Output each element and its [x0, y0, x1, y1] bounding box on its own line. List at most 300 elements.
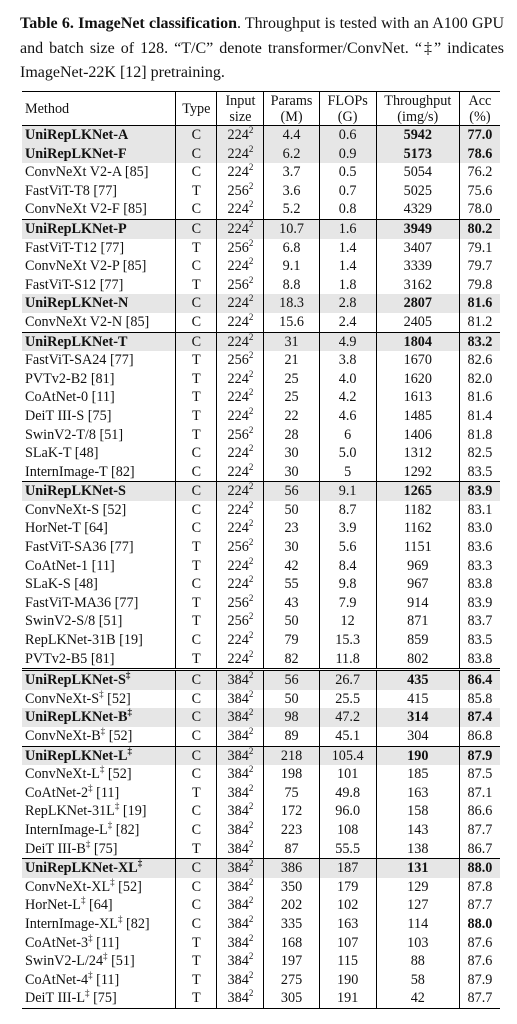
cell-acc: 79.8	[459, 276, 500, 295]
cell-flops: 190	[319, 971, 376, 990]
header-type: Type	[176, 92, 217, 126]
cell-input-size: $224^2$	[217, 463, 264, 482]
table-row	[22, 859, 500, 878]
cell-params: 30	[264, 444, 319, 463]
cell-input-size: $224^2$	[217, 575, 264, 594]
table-caption	[20, 12, 504, 86]
cell-throughput: 1312	[376, 444, 459, 463]
cell-method: HorNet-L‡ [64]	[25, 895, 113, 914]
cell-method: InternImage-L‡ [82]	[25, 819, 140, 838]
cell-method: DeiT III-S [75]	[25, 407, 112, 424]
cell-method: RepLKNet-31L‡ [19]	[25, 801, 147, 820]
cell-throughput: 131	[376, 859, 459, 878]
table-row	[22, 444, 500, 463]
cell-type: C	[176, 200, 217, 219]
cell-acc: 87.9	[459, 746, 500, 765]
cell-params: 87	[264, 840, 319, 859]
table-row	[22, 370, 500, 389]
table-row	[22, 989, 500, 1008]
cell-acc: 87.5	[459, 765, 500, 784]
cell-throughput: 138	[376, 840, 459, 859]
cell-method: ConvNeXt V2-P [85]	[25, 258, 147, 275]
cell-flops: 2.8	[319, 294, 376, 313]
cell-flops: 107	[319, 934, 376, 953]
cell-type: T	[176, 952, 217, 971]
cell-params: 6.2	[264, 145, 319, 164]
cell-type: C	[176, 126, 217, 145]
cell-params: 4.4	[264, 126, 319, 145]
cell-method: InternImage-T [82]	[25, 463, 135, 480]
cell-input-size: $224^2$	[217, 200, 264, 219]
table-row	[22, 294, 500, 313]
cell-throughput: 129	[376, 878, 459, 897]
cell-flops: 45.1	[319, 727, 376, 746]
header-throughput: Throughput (img/s)	[376, 92, 459, 126]
cell-flops: 5	[319, 463, 376, 482]
cell-params: 9.1	[264, 257, 319, 276]
cell-flops: 115	[319, 952, 376, 971]
cell-type: C	[176, 257, 217, 276]
cell-type: T	[176, 557, 217, 576]
cell-method: CoAtNet-1 [11]	[25, 557, 115, 574]
cell-params: 5.2	[264, 200, 319, 219]
cell-method: PVTv2-B2 [81]	[25, 370, 115, 387]
cell-throughput: 914	[376, 594, 459, 613]
cell-throughput: 1265	[376, 482, 459, 501]
cell-input-size: $224^2$	[217, 388, 264, 407]
cell-acc: 77.0	[459, 126, 500, 145]
table-row	[22, 765, 500, 784]
cell-type: C	[176, 145, 217, 164]
table-row	[22, 426, 500, 445]
cell-params: 350	[264, 878, 319, 897]
cell-type: T	[176, 370, 217, 389]
header-flops: FLOPs (G)	[319, 92, 376, 126]
cell-type: T	[176, 594, 217, 613]
table-row	[22, 690, 500, 709]
cell-params: 305	[264, 989, 319, 1008]
cell-acc: 88.0	[459, 915, 500, 934]
cell-params: 56	[264, 670, 319, 690]
table-row	[22, 727, 500, 746]
cell-flops: 25.5	[319, 690, 376, 709]
cell-method: SwinV2-S/8 [51]	[25, 613, 123, 630]
cell-method: FastViT-S12 [77]	[25, 276, 124, 293]
cell-input-size: $384^2$	[217, 859, 264, 878]
cell-params: 3.7	[264, 163, 319, 182]
cell-type: C	[176, 501, 217, 520]
cell-method: FastViT-T12 [77]	[25, 239, 125, 256]
table-row	[22, 163, 500, 182]
cell-method: ConvNeXt-S [52]	[25, 501, 127, 518]
table-row	[22, 784, 500, 803]
cell-flops: 47.2	[319, 708, 376, 727]
cell-type: T	[176, 989, 217, 1008]
cell-acc: 87.8	[459, 878, 500, 897]
cell-params: 50	[264, 501, 319, 520]
cell-input-size: $224^2$	[217, 257, 264, 276]
cell-params: 25	[264, 370, 319, 389]
cell-flops: 11.8	[319, 650, 376, 670]
cell-params: 28	[264, 426, 319, 445]
cell-type: T	[176, 650, 217, 670]
cell-input-size: $224^2$	[217, 145, 264, 164]
cell-throughput: 5173	[376, 145, 459, 164]
cell-acc: 83.5	[459, 463, 500, 482]
cell-acc: 78.0	[459, 200, 500, 219]
cell-input-size: $224^2$	[217, 444, 264, 463]
cell-flops: 0.6	[319, 126, 376, 145]
cell-acc: 82.0	[459, 370, 500, 389]
cell-flops: 3.8	[319, 351, 376, 370]
table-row	[22, 219, 500, 238]
cell-flops: 1.6	[319, 219, 376, 238]
cell-input-size: $224^2$	[217, 313, 264, 332]
cell-method: HorNet-T [64]	[25, 520, 108, 537]
table-row	[22, 802, 500, 821]
cell-type: T	[176, 407, 217, 426]
cell-input-size: $224^2$	[217, 332, 264, 351]
cell-acc: 76.2	[459, 163, 500, 182]
cell-acc: 75.6	[459, 182, 500, 201]
cell-method: UniRepLKNet-A	[22, 126, 176, 145]
cell-throughput: 127	[376, 896, 459, 915]
cell-params: 6.8	[264, 239, 319, 258]
table-row	[22, 332, 500, 351]
cell-params: 75	[264, 784, 319, 803]
cell-flops: 105.4	[319, 746, 376, 765]
cell-throughput: 1485	[376, 407, 459, 426]
cell-params: 82	[264, 650, 319, 670]
cell-params: 218	[264, 746, 319, 765]
cell-acc: 83.6	[459, 538, 500, 557]
cell-method: SLaK-T [48]	[25, 445, 99, 462]
cell-flops: 5.0	[319, 444, 376, 463]
cell-acc: 83.7	[459, 612, 500, 631]
cell-input-size: $256^2$	[217, 182, 264, 201]
cell-params: 56	[264, 482, 319, 501]
cell-method: UniRepLKNet-S	[22, 482, 176, 501]
cell-throughput: 1292	[376, 463, 459, 482]
cell-method: SLaK-S [48]	[25, 576, 98, 593]
cell-params: 172	[264, 802, 319, 821]
cell-acc: 81.6	[459, 388, 500, 407]
cell-acc: 82.6	[459, 351, 500, 370]
cell-flops: 0.9	[319, 145, 376, 164]
table-row	[22, 746, 500, 765]
cell-input-size: $256^2$	[217, 612, 264, 631]
cell-acc: 82.5	[459, 444, 500, 463]
cell-method: CoAtNet-2‡ [11]	[25, 782, 120, 801]
cell-method: ConvNeXt V2-A [85]	[25, 164, 149, 181]
header-input: Input size	[217, 92, 264, 126]
table-row	[22, 145, 500, 164]
cell-throughput: 871	[376, 612, 459, 631]
cell-input-size: $224^2$	[217, 519, 264, 538]
table-row	[22, 934, 500, 953]
cell-throughput: 114	[376, 915, 459, 934]
cell-type: C	[176, 878, 217, 897]
cell-type: T	[176, 971, 217, 990]
cell-throughput: 1670	[376, 351, 459, 370]
cell-params: 223	[264, 821, 319, 840]
cell-input-size: $384^2$	[217, 708, 264, 727]
table-row	[22, 351, 500, 370]
table-row	[22, 670, 500, 690]
table-row	[22, 407, 500, 426]
cell-type: C	[176, 821, 217, 840]
cell-input-size: $384^2$	[217, 915, 264, 934]
cell-throughput: 314	[376, 708, 459, 727]
cell-input-size: $224^2$	[217, 219, 264, 238]
cell-acc: 86.7	[459, 840, 500, 859]
cell-throughput: 5942	[376, 126, 459, 145]
cell-type: C	[176, 896, 217, 915]
cell-input-size: $224^2$	[217, 407, 264, 426]
cell-flops: 9.8	[319, 575, 376, 594]
cell-method: RepLKNet-31B [19]	[25, 632, 143, 649]
cell-type: T	[176, 182, 217, 201]
cell-acc: 87.1	[459, 784, 500, 803]
cell-input-size: $224^2$	[217, 501, 264, 520]
cell-throughput: 435	[376, 670, 459, 690]
cell-flops: 3.9	[319, 519, 376, 538]
cell-throughput: 1620	[376, 370, 459, 389]
cell-type: C	[176, 727, 217, 746]
cell-method: DeiT III-B‡ [75]	[25, 838, 118, 857]
cell-type: C	[176, 219, 217, 238]
cell-throughput: 1182	[376, 501, 459, 520]
cell-throughput: 163	[376, 784, 459, 803]
cell-flops: 96.0	[319, 802, 376, 821]
cell-params: 30	[264, 463, 319, 482]
cell-throughput: 2405	[376, 313, 459, 332]
table-row	[22, 501, 500, 520]
cell-acc: 86.4	[459, 670, 500, 690]
table-row	[22, 200, 500, 219]
cell-flops: 0.8	[319, 200, 376, 219]
cell-flops: 102	[319, 896, 376, 915]
cell-input-size: $384^2$	[217, 878, 264, 897]
cell-acc: 80.2	[459, 219, 500, 238]
cell-flops: 55.5	[319, 840, 376, 859]
cell-input-size: $384^2$	[217, 934, 264, 953]
cell-params: 55	[264, 575, 319, 594]
cell-method: UniRepLKNet-N	[22, 294, 176, 313]
cell-flops: 8.4	[319, 557, 376, 576]
cell-acc: 87.7	[459, 896, 500, 915]
cell-flops: 0.5	[319, 163, 376, 182]
cell-params: 22	[264, 407, 319, 426]
cell-input-size: $256^2$	[217, 594, 264, 613]
cell-input-size: $384^2$	[217, 802, 264, 821]
cell-type: C	[176, 859, 217, 878]
cell-params: 42	[264, 557, 319, 576]
cell-method: DeiT III-L‡ [75]	[22, 989, 176, 1008]
cell-type: C	[176, 519, 217, 538]
cell-throughput: 3162	[376, 276, 459, 295]
cell-params: 79	[264, 631, 319, 650]
cell-acc: 83.3	[459, 557, 500, 576]
cell-type: C	[176, 294, 217, 313]
cell-type: C	[176, 444, 217, 463]
cell-acc: 83.1	[459, 501, 500, 520]
cell-flops: 4.2	[319, 388, 376, 407]
cell-acc: 83.5	[459, 631, 500, 650]
cell-throughput: 3407	[376, 239, 459, 258]
cell-throughput: 304	[376, 727, 459, 746]
cell-throughput: 103	[376, 934, 459, 953]
table-row	[22, 896, 500, 915]
cell-type: T	[176, 840, 217, 859]
cell-acc: 81.8	[459, 426, 500, 445]
cell-method: CoAtNet-0 [11]	[25, 389, 115, 406]
cell-input-size: $384^2$	[217, 690, 264, 709]
cell-throughput: 969	[376, 557, 459, 576]
cell-method: ConvNeXt-S‡ [52]	[25, 688, 131, 707]
table-row	[22, 557, 500, 576]
cell-type: C	[176, 690, 217, 709]
cell-flops: 191	[319, 989, 376, 1008]
cell-params: 15.6	[264, 313, 319, 332]
cell-flops: 179	[319, 878, 376, 897]
cell-params: 18.3	[264, 294, 319, 313]
cell-method: InternImage-XL‡ [82]	[25, 913, 150, 932]
cell-acc: 83.0	[459, 519, 500, 538]
cell-input-size: $224^2$	[217, 482, 264, 501]
cell-acc: 88.0	[459, 859, 500, 878]
cell-flops: 4.0	[319, 370, 376, 389]
cell-throughput: 415	[376, 690, 459, 709]
cell-throughput: 4329	[376, 200, 459, 219]
table-row	[22, 538, 500, 557]
cell-flops: 5.6	[319, 538, 376, 557]
cell-input-size: $256^2$	[217, 351, 264, 370]
cell-throughput: 3339	[376, 257, 459, 276]
cell-flops: 7.9	[319, 594, 376, 613]
cell-throughput: 88	[376, 952, 459, 971]
table-row	[22, 463, 500, 482]
cell-acc: 86.8	[459, 727, 500, 746]
cell-throughput: 802	[376, 650, 459, 670]
cell-method: UniRepLKNet-B‡	[22, 708, 176, 727]
cell-acc: 86.6	[459, 802, 500, 821]
cell-type: C	[176, 482, 217, 501]
cell-input-size: $384^2$	[217, 971, 264, 990]
cell-input-size: $384^2$	[217, 746, 264, 765]
cell-method: UniRepLKNet-XL‡	[22, 859, 176, 878]
cell-method: CoAtNet-4‡ [11]	[25, 969, 120, 988]
cell-flops: 49.8	[319, 784, 376, 803]
cell-input-size: $224^2$	[217, 370, 264, 389]
cell-params: 8.8	[264, 276, 319, 295]
cell-input-size: $384^2$	[217, 727, 264, 746]
cell-flops: 12	[319, 612, 376, 631]
cell-params: 98	[264, 708, 319, 727]
cell-acc: 83.9	[459, 594, 500, 613]
cell-throughput: 143	[376, 821, 459, 840]
cell-flops: 4.6	[319, 407, 376, 426]
cell-method: PVTv2-B5 [81]	[25, 650, 115, 667]
cell-input-size: $256^2$	[217, 276, 264, 295]
cell-throughput: 3949	[376, 219, 459, 238]
header-acc: Acc (%)	[459, 92, 500, 126]
cell-input-size: $384^2$	[217, 952, 264, 971]
cell-params: 197	[264, 952, 319, 971]
cell-input-size: $224^2$	[217, 126, 264, 145]
cell-params: 50	[264, 612, 319, 631]
cell-method: FastViT-T8 [77]	[25, 182, 118, 199]
cell-acc: 78.6	[459, 145, 500, 164]
cell-type: C	[176, 765, 217, 784]
table-row	[22, 708, 500, 727]
cell-method: UniRepLKNet-L‡	[22, 746, 176, 765]
cell-type: C	[176, 631, 217, 650]
cell-method: UniRepLKNet-S‡	[22, 670, 176, 690]
cell-input-size: $384^2$	[217, 989, 264, 1008]
cell-type: C	[176, 915, 217, 934]
cell-type: T	[176, 538, 217, 557]
cell-throughput: 190	[376, 746, 459, 765]
cell-throughput: 967	[376, 575, 459, 594]
cell-method: CoAtNet-3‡ [11]	[25, 932, 120, 951]
cell-acc: 81.4	[459, 407, 500, 426]
table-row	[22, 915, 500, 934]
table-row	[22, 388, 500, 407]
cell-flops: 26.7	[319, 670, 376, 690]
cell-throughput: 1162	[376, 519, 459, 538]
table-row	[22, 594, 500, 613]
cell-input-size: $384^2$	[217, 784, 264, 803]
table-body	[22, 126, 500, 1009]
cell-type: C	[176, 575, 217, 594]
cell-input-size: $384^2$	[217, 670, 264, 690]
cell-input-size: $224^2$	[217, 294, 264, 313]
cell-method: ConvNeXt-XL‡ [52]	[25, 876, 142, 895]
cell-type: C	[176, 463, 217, 482]
cell-params: 31	[264, 332, 319, 351]
cell-throughput: 158	[376, 802, 459, 821]
cell-method: ConvNeXt-B‡ [52]	[25, 726, 133, 744]
cell-params: 275	[264, 971, 319, 990]
cell-type: C	[176, 332, 217, 351]
cell-acc: 81.6	[459, 294, 500, 313]
table-row	[22, 840, 500, 859]
cell-type: T	[176, 934, 217, 953]
cell-flops: 101	[319, 765, 376, 784]
cell-params: 3.6	[264, 182, 319, 201]
results-table	[22, 91, 500, 1009]
caption-title: ImageNet classification	[78, 15, 237, 32]
cell-throughput: 1406	[376, 426, 459, 445]
header-method: Method	[22, 92, 176, 126]
cell-type: T	[176, 276, 217, 295]
cell-flops: 187	[319, 859, 376, 878]
cell-input-size: $256^2$	[217, 538, 264, 557]
cell-params: 89	[264, 727, 319, 746]
cell-params: 335	[264, 915, 319, 934]
table-row	[22, 821, 500, 840]
table-row	[22, 276, 500, 295]
cell-flops: 1.8	[319, 276, 376, 295]
cell-throughput: 1804	[376, 332, 459, 351]
table-row	[22, 650, 500, 670]
cell-acc: 87.6	[459, 952, 500, 971]
cell-flops: 108	[319, 821, 376, 840]
cell-throughput: 5054	[376, 163, 459, 182]
table-row	[22, 182, 500, 201]
cell-method: ConvNeXt V2-F [85]	[25, 201, 147, 218]
